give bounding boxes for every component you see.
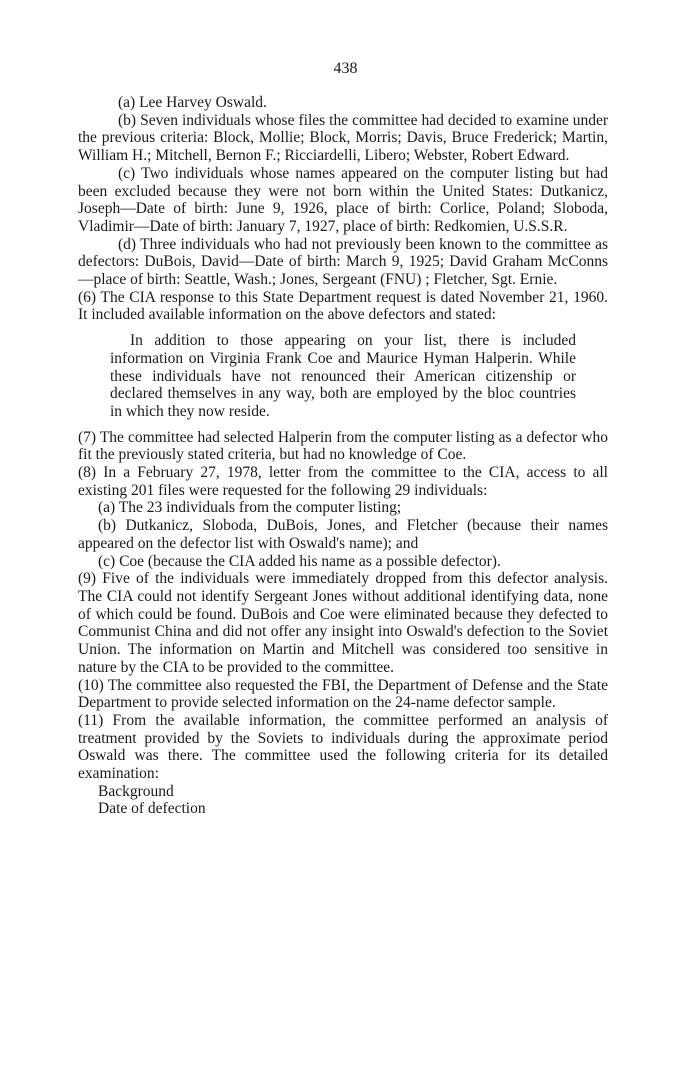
paragraph: Background — [98, 782, 174, 800]
paragraph: (8) In a February 27, 1978, letter from the committee to the CIA, access to all existing 201 files were requested for the following 29 individuals: — [78, 464, 608, 499]
paragraph: (d) Three individuals who had not previously been known to the committee as defectors: DuBois, David—Date of birth: March 9, 1925; David Graham McConns—place of birth: Seattle, Wash.; Jones, Sergeant (FNU) ; Fletcher, Sgt. Ernie. — [78, 235, 608, 289]
paragraph: (c) Two individuals whose names appeared on the computer listing but had been excluded because they were not born within the United States: Dutkanicz, Joseph—Date of birth: June 9, 1926, place of birth: Corlice, Poland; Sloboda, Vladimir—Date of birth: January 7, 1927, place of birth: Redkomien, U.S.S.R. — [78, 164, 608, 235]
paragraph: (b) Seven individuals whose files the committee had decided to examine under the previous criteria: Block, Mollie; Block, Morris; Davis, Bruce Frederick; Martin, William H.; Mitchell, Bernon F.; Ricciardelli, Libero; Webster, Robert Edward. — [78, 111, 608, 165]
page-body — [78, 94, 608, 818]
paragraph: Date of defection — [98, 800, 206, 818]
paragraph: (a) The 23 individuals from the computer listing; — [98, 499, 402, 517]
paragraph: (a) Lee Harvey Oswald. — [118, 94, 267, 111]
paragraph: (10) The committee also requested the FBI, the Department of Defense and the State Department to provide selected information on the 24-name defector sample. — [78, 676, 608, 712]
paragraph: (c) Coe (because the CIA added his name as a possible defector). — [98, 552, 501, 570]
paragraph: (7) The committee had selected Halperin from the computer listing as a defector who fit the previously stated criteria, but had no knowledge of Coe. — [78, 428, 608, 464]
paragraph: (9) Five of the individuals were immediately dropped from this defector analysis. The CIA could not identify Sergeant Jones without additional identifying data, none of which could be found. DuBois and Coe were eliminated because they defected to Communist China and did not offer any insight into Oswald's defection to the Soviet Union. The information on Martin and Mitchell was considered too sensitive in nature by the CIA to be provided to the committee. — [78, 570, 608, 676]
page-number: 438 — [333, 60, 358, 77]
paragraph: (11) From the available information, the committee performed an analysis of treatment provided by the Soviets to individuals during the approximate period Oswald was there. The committee used the following criteria for its detailed examination: — [78, 711, 608, 783]
paragraph: In addition to those appearing on your list, there is included information on Virginia Frank Coe and Maurice Hyman Halperin. While these individuals have not renounced their American citizenship or declared themselves in any way, both are employed by the bloc countries in which they now reside. — [110, 332, 576, 420]
paragraph: (b) Dutkanicz, Sloboda, DuBois, Jones, and Fletcher (because their names appeared on the defector list with Oswald's name); and — [78, 517, 608, 552]
paragraph: (6) The CIA response to this State Department request is dated November 21, 1960. It included available information on the above defectors and stated: — [78, 288, 608, 324]
